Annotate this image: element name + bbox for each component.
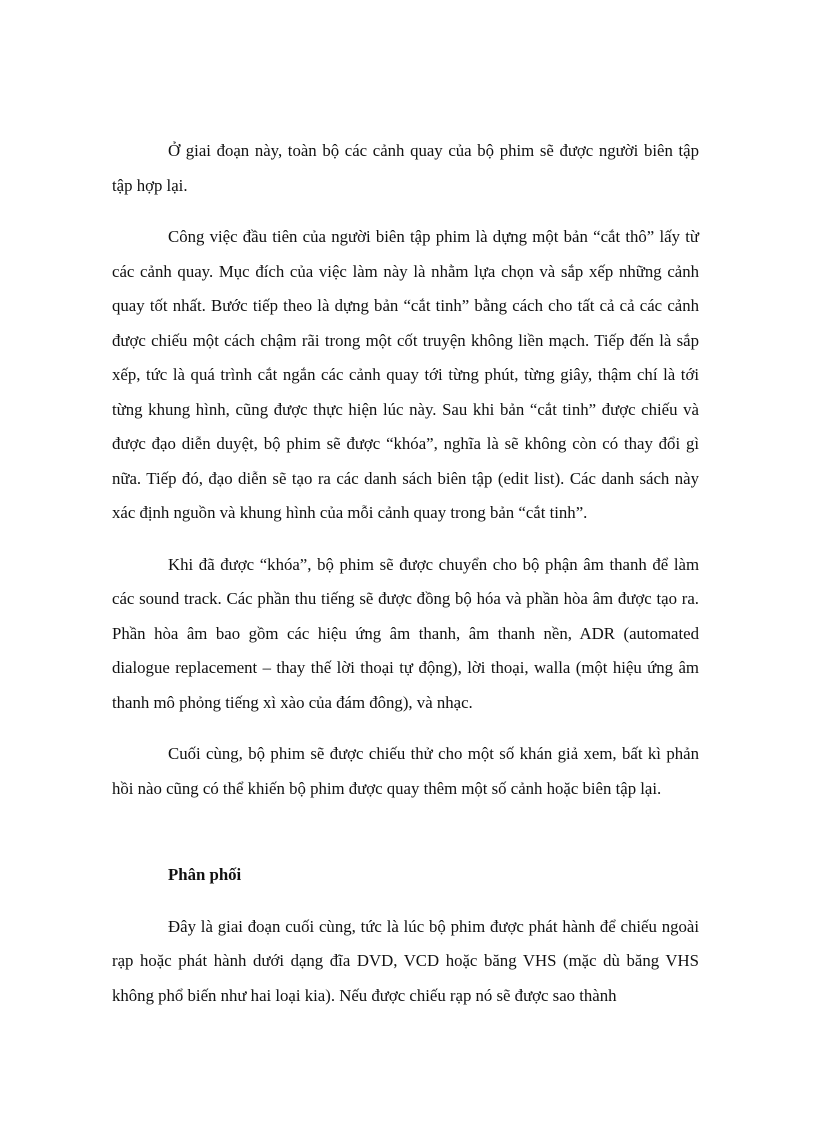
section-heading-distribution: Phân phối	[168, 865, 242, 884]
paragraph-spacer	[112, 531, 699, 548]
paragraph-sound: Khi đã được “khóa”, bộ phim sẽ được chuyển cho bộ phận âm thanh để làm các sound track. Các phần thu tiếng sẽ được đồng bộ hóa và phần hòa âm được tạo ra. Phần hòa âm bao gồm các hiệu ứng âm thanh, âm thanh nền, ADR (automated dialogue replacement – thay thế lời thoại tự động), lời thoại, walla (một hiệu ứng âm thanh mô phỏng tiếng xì xào của đám đông), và nhạc.	[112, 554, 699, 712]
paragraph-distribution: Đây là giai đoạn cuối cùng, tức là lúc bộ phim được phát hành để chiếu ngoài rạp hoặc phát hành dưới dạng đĩa DVD, VCD hoặc băng VHS (mặc dù băng VHS không phổ biến như hai loại kia). Nếu được chiếu rạp nó sẽ được sao thành	[112, 916, 699, 1005]
paragraph-spacer	[112, 203, 699, 220]
paragraph-spacer	[112, 893, 699, 910]
document-body	[112, 134, 699, 1013]
paragraph-spacer	[112, 720, 699, 737]
paragraph-test-screening: Cuối cùng, bộ phim sẽ được chiếu thử cho một số khán giả xem, bất kì phản hồi nào cũng có thể khiến bộ phim được quay thêm một số cảnh hoặc biên tập lại.	[112, 744, 699, 798]
section-spacer	[112, 806, 699, 858]
paragraph-editing-intro: Ở giai đoạn này, toàn bộ các cảnh quay của bộ phim sẽ được người biên tập tập hợp lại.	[112, 141, 699, 195]
paragraph-editing-process: Công việc đầu tiên của người biên tập phim là dựng một bản “cắt thô” lấy từ các cảnh quay. Mục đích của việc làm này là nhằm lựa chọn và sắp xếp những cảnh quay tốt nhất. Bước tiếp theo là dựng bản “cắt tinh” bằng cách cho tất cả cả các cảnh được chiếu một cách chậm rãi trong một cốt truyện không liền mạch. Tiếp đến là sắp xếp, tức là quá trình cắt ngắn các cảnh quay tới từng phút, từng giây, thậm chí là tới từng khung hình, cũng được thực hiện lúc này. Sau khi bản “cắt tinh” được chiếu và được đạo diễn duyệt, bộ phim sẽ được “khóa”, nghĩa là sẽ không còn có thay đổi gì nữa. Tiếp đó, đạo diễn sẽ tạo ra các danh sách biên tập (edit list). Các danh sách này xác định nguồn và khung hình của mỗi cảnh quay trong bản “cắt tinh”.	[112, 227, 699, 522]
